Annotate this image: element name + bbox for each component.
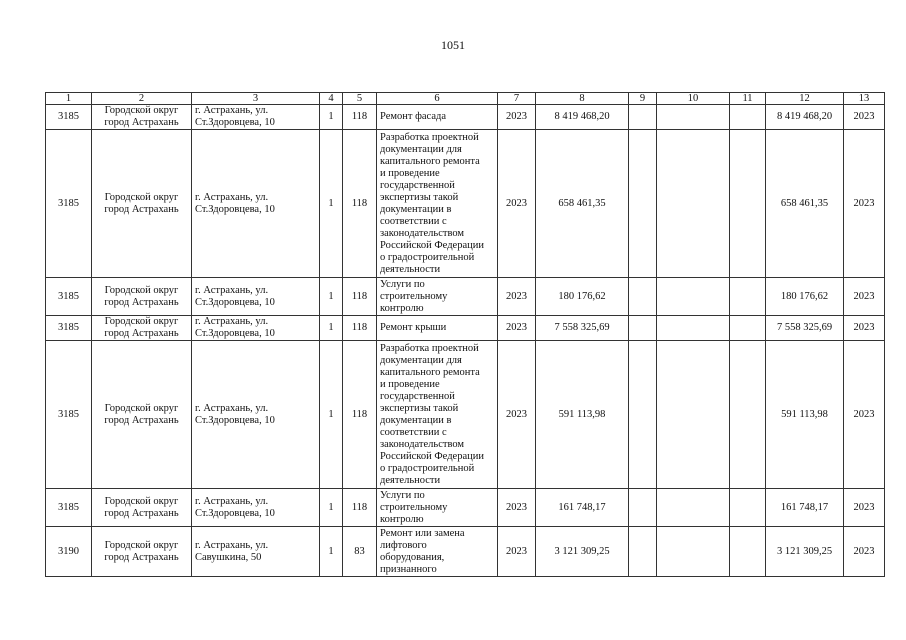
column-number-5: 5 [343,93,377,105]
completion-year: 2023 [844,130,885,278]
column-number-13: 13 [844,93,885,105]
address: г. Астрахань, ул. Савушкина, 50 [192,527,320,577]
funding-amount: 8 419 468,20 [766,105,844,130]
work-type: Ремонт крыши [377,316,498,341]
col-9-value [629,105,657,130]
column-number-12: 12 [766,93,844,105]
table-row [46,527,885,577]
year: 2023 [498,130,536,278]
completion-year: 2023 [844,489,885,527]
funding-amount: 161 748,17 [766,489,844,527]
table-row [46,489,885,527]
col-5-value: 118 [343,316,377,341]
col-4-value: 1 [320,316,343,341]
col-10-value [657,316,730,341]
entry-id: 3190 [46,527,92,577]
work-type: Разработка проектной документации для капитального ремонта и проведение государственной экспертизы такой документации в соответствии с законодательством Российской Федерации о градостроительной деятельности [377,341,498,489]
table-row [46,278,885,316]
funding-amount: 7 558 325,69 [766,316,844,341]
col-5-value: 83 [343,527,377,577]
column-number-10: 10 [657,93,730,105]
entry-id: 3185 [46,316,92,341]
column-number-11: 11 [730,93,766,105]
funding-amount: 658 461,35 [766,130,844,278]
entry-id: 3185 [46,341,92,489]
table-row [46,105,885,130]
municipality: Городской округ город Астрахань [92,130,192,278]
col-10-value [657,527,730,577]
address: г. Астрахань, ул. Ст.Здоровцева, 10 [192,130,320,278]
address: г. Астрахань, ул. Ст.Здоровцева, 10 [192,341,320,489]
col-9-value [629,341,657,489]
work-type: Разработка проектной документации для капитального ремонта и проведение государственной экспертизы такой документации в соответствии с законодательством Российской Федерации о градостроительной деятельности [377,130,498,278]
col-9-value [629,316,657,341]
address: г. Астрахань, ул. Ст.Здоровцева, 10 [192,105,320,130]
address: г. Астрахань, ул. Ст.Здоровцева, 10 [192,278,320,316]
column-number-8: 8 [536,93,629,105]
col-4-value: 1 [320,489,343,527]
completion-year: 2023 [844,316,885,341]
total-cost: 3 121 309,25 [536,527,629,577]
col-11-value [730,527,766,577]
funding-amount: 3 121 309,25 [766,527,844,577]
year: 2023 [498,278,536,316]
work-type: Ремонт или замена лифтового оборудования, признанного [377,527,498,577]
col-11-value [730,278,766,316]
col-4-value: 1 [320,130,343,278]
col-10-value [657,278,730,316]
col-10-value [657,341,730,489]
completion-year: 2023 [844,278,885,316]
table-row [46,341,885,489]
entry-id: 3185 [46,130,92,278]
entry-id: 3185 [46,105,92,130]
column-number-6: 6 [377,93,498,105]
col-11-value [730,130,766,278]
municipality: Городской округ город Астрахань [92,489,192,527]
col-11-value [730,316,766,341]
funding-amount: 591 113,98 [766,341,844,489]
column-number-2: 2 [92,93,192,105]
column-number-3: 3 [192,93,320,105]
col-5-value: 118 [343,105,377,130]
completion-year: 2023 [844,527,885,577]
page-number: 1051 [441,38,465,52]
column-number-4: 4 [320,93,343,105]
col-9-value [629,489,657,527]
col-10-value [657,130,730,278]
municipality: Городской округ город Астрахань [92,341,192,489]
col-5-value: 118 [343,278,377,316]
total-cost: 8 419 468,20 [536,105,629,130]
col-11-value [730,489,766,527]
entry-id: 3185 [46,489,92,527]
year: 2023 [498,489,536,527]
address: г. Астрахань, ул. Ст.Здоровцева, 10 [192,489,320,527]
table-row [46,316,885,341]
col-5-value: 118 [343,489,377,527]
col-11-value [730,105,766,130]
work-type: Ремонт фасада [377,105,498,130]
completion-year: 2023 [844,105,885,130]
col-4-value: 1 [320,527,343,577]
col-4-value: 1 [320,105,343,130]
col-9-value [629,130,657,278]
column-number-row [46,93,885,105]
col-5-value: 118 [343,341,377,489]
work-type: Услуги по строительному контролю [377,278,498,316]
total-cost: 591 113,98 [536,341,629,489]
entry-id: 3185 [46,278,92,316]
col-4-value: 1 [320,278,343,316]
municipality: Городской округ город Астрахань [92,316,192,341]
column-number-9: 9 [629,93,657,105]
municipality: Городской округ город Астрахань [92,105,192,130]
col-9-value [629,527,657,577]
table-row [46,130,885,278]
municipality: Городской округ город Астрахань [92,278,192,316]
total-cost: 658 461,35 [536,130,629,278]
year: 2023 [498,105,536,130]
year: 2023 [498,316,536,341]
column-number-7: 7 [498,93,536,105]
col-11-value [730,341,766,489]
total-cost: 7 558 325,69 [536,316,629,341]
col-4-value: 1 [320,341,343,489]
total-cost: 180 176,62 [536,278,629,316]
col-10-value [657,489,730,527]
funding-amount: 180 176,62 [766,278,844,316]
municipality: Городской округ город Астрахань [92,527,192,577]
col-5-value: 118 [343,130,377,278]
address: г. Астрахань, ул. Ст.Здоровцева, 10 [192,316,320,341]
col-10-value [657,105,730,130]
year: 2023 [498,341,536,489]
year: 2023 [498,527,536,577]
total-cost: 161 748,17 [536,489,629,527]
work-type: Услуги по строительному контролю [377,489,498,527]
column-number-1: 1 [46,93,92,105]
col-9-value [629,278,657,316]
completion-year: 2023 [844,341,885,489]
repair-table [45,92,885,577]
